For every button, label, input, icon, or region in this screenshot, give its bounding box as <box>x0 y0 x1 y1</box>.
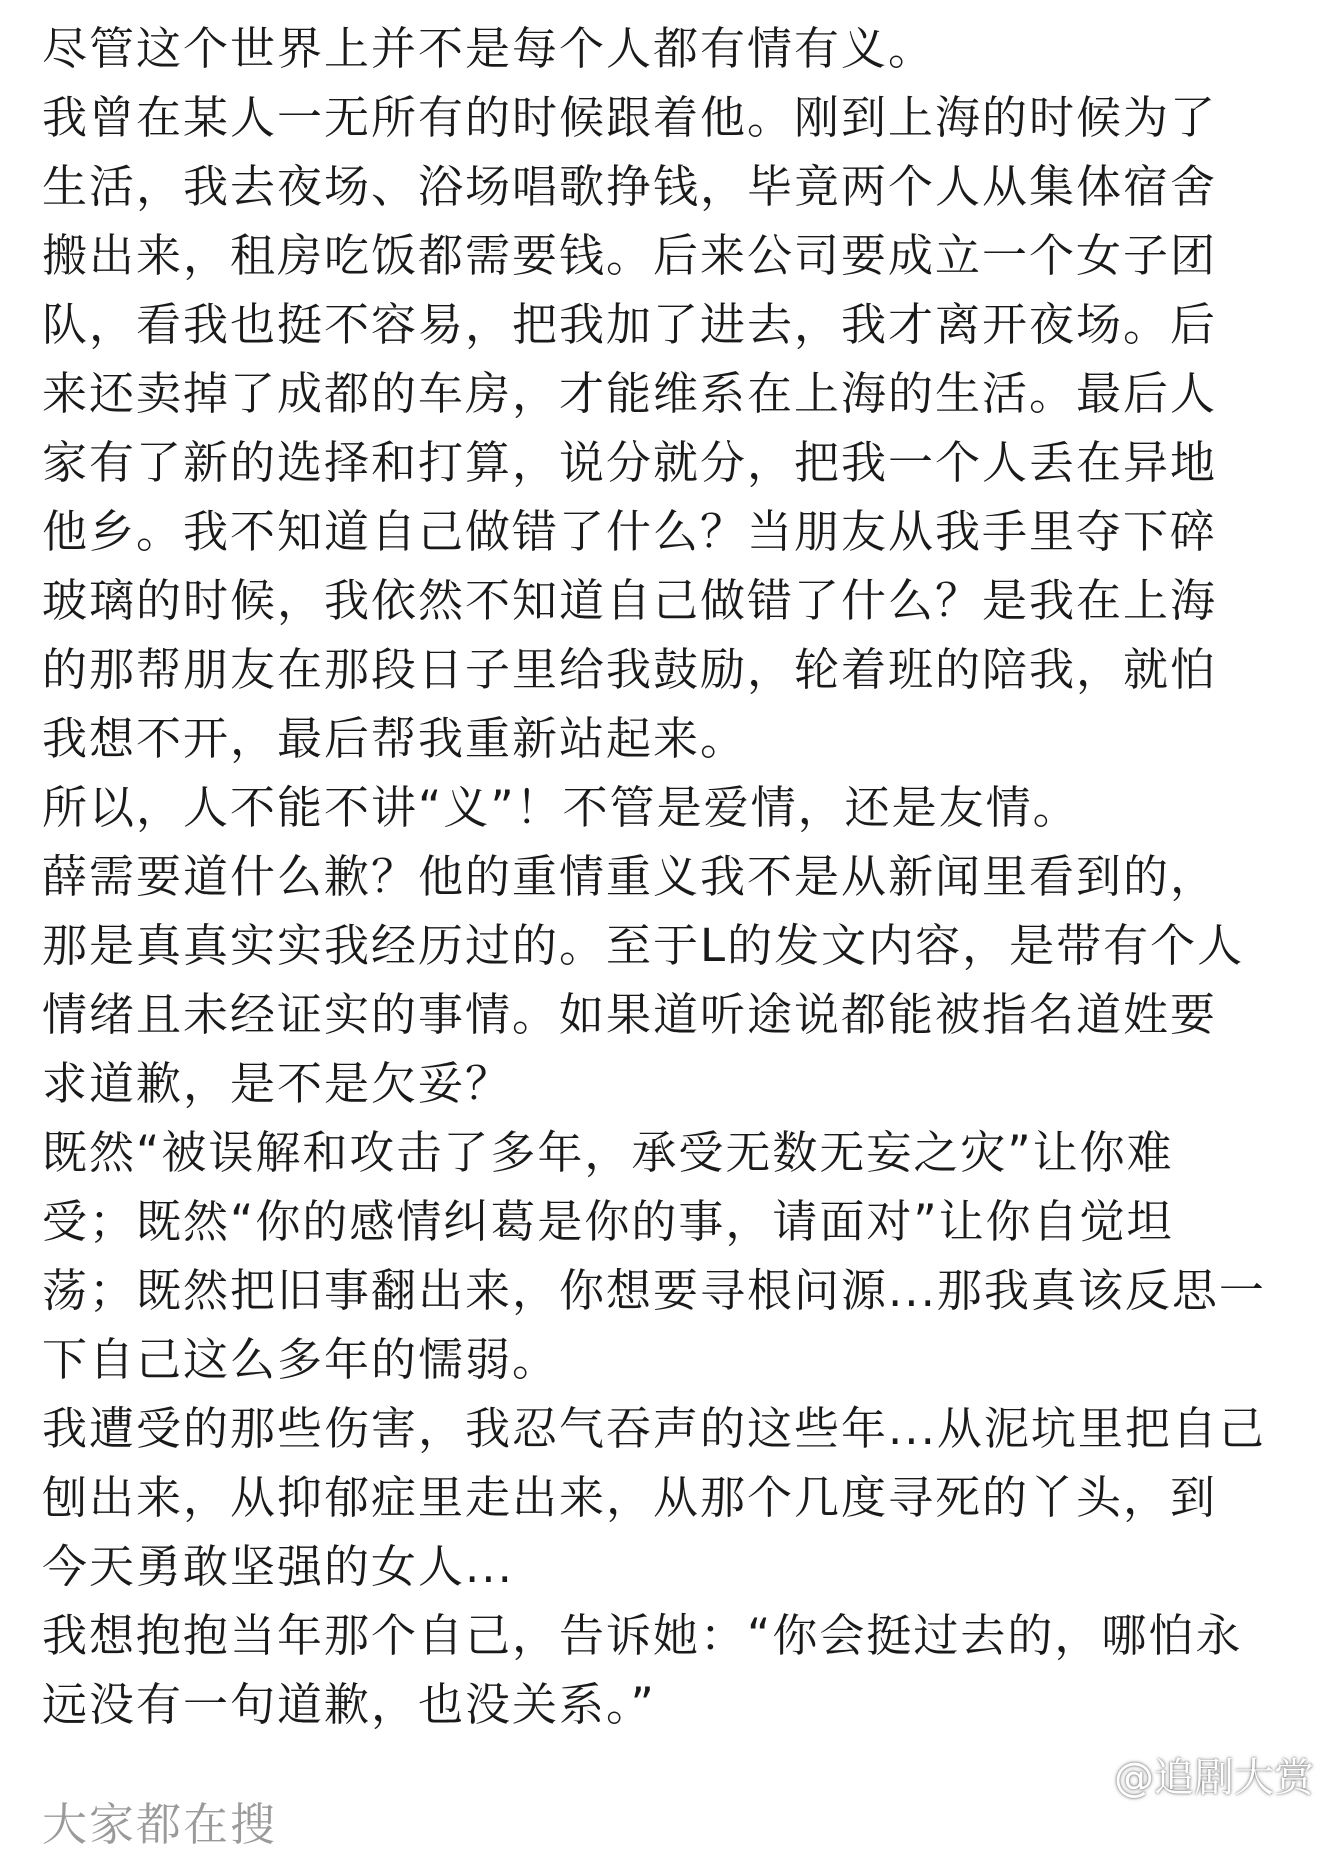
text-line: 情绪且未经证实的事情。如果道听途说都能被指名道姓要 <box>42 988 1218 1041</box>
text-line: 我想抱抱当年那个自己，告诉她：“你会挺过去的，哪怕永 <box>42 1609 1243 1662</box>
text-line: 既然“被误解和攻击了多年，承受无数无妄之灾”让你难 <box>42 1126 1174 1179</box>
text-line: 我想不开，最后帮我重新站起来。 <box>42 712 748 765</box>
weibo-watermark <box>1048 1746 1314 1803</box>
text-line: 来还卖掉了成都的车房，才能维系在上海的生活。最后人 <box>42 367 1218 420</box>
text-line: 玻璃的时候，我依然不知道自己做错了什么？是我在上海 <box>42 574 1218 627</box>
text-line: 受；既然“你的感情纠葛是你的事，请面对”让你自觉坦 <box>42 1195 1174 1248</box>
text-line: 我曾在某人一无所有的时候跟着他。刚到上海的时候为了 <box>42 91 1218 144</box>
text-line: 家有了新的选择和打算，说分就分，把我一个人丢在异地 <box>42 436 1218 489</box>
weibo-logo-icon <box>1048 1751 1106 1799</box>
text-line: 那是真真实实我经历过的。至于L的发文内容，是带有个人 <box>42 919 1245 972</box>
post-body <box>42 14 1290 1739</box>
text-line: 求道歉，是不是欠妥？ <box>42 1057 513 1110</box>
text-line: 荡；既然把旧事翻出来，你想要寻根问源...那我真该反思一 <box>42 1264 1266 1317</box>
text-line: 今天勇敢坚强的女人... <box>42 1540 514 1593</box>
text-line: 队，看我也挺不容易，把我加了进去，我才离开夜场。后 <box>42 298 1218 351</box>
text-line: 生活，我去夜场、浴场唱歌挣钱，毕竟两个人从集体宿舍 <box>42 160 1218 213</box>
text-line: 他乡。我不知道自己做错了什么？当朋友从我手里夺下碎 <box>42 505 1218 558</box>
trending-searches-label[interactable]: 大家都在搜 <box>42 1798 278 1851</box>
post-text <box>42 14 1290 1739</box>
text-line: 我遭受的那些伤害，我忍气吞声的这些年...从泥坑里把自己 <box>42 1402 1266 1455</box>
text-line: 下自己这么多年的懦弱。 <box>42 1333 560 1386</box>
text-line: 的那帮朋友在那段日子里给我鼓励，轮着班的陪我，就怕 <box>42 643 1218 696</box>
watermark-text: @追剧大赏 <box>1114 1755 1314 1801</box>
text-line: 薛需要道什么歉？他的重情重义我不是从新闻里看到的， <box>42 850 1218 903</box>
text-line: 远没有一句道歉，也没关系。” <box>42 1678 656 1731</box>
text-line: 所以，人不能不讲“义”！不管是爱情，还是友情。 <box>42 781 1080 834</box>
text-line: 搬出来，租房吃饭都需要钱。后来公司要成立一个女子团 <box>42 229 1218 282</box>
text-line: 刨出来，从抑郁症里走出来，从那个几度寻死的丫头，到 <box>42 1471 1218 1524</box>
text-line: 尽管这个世界上并不是每个人都有情有义。 <box>42 22 936 75</box>
